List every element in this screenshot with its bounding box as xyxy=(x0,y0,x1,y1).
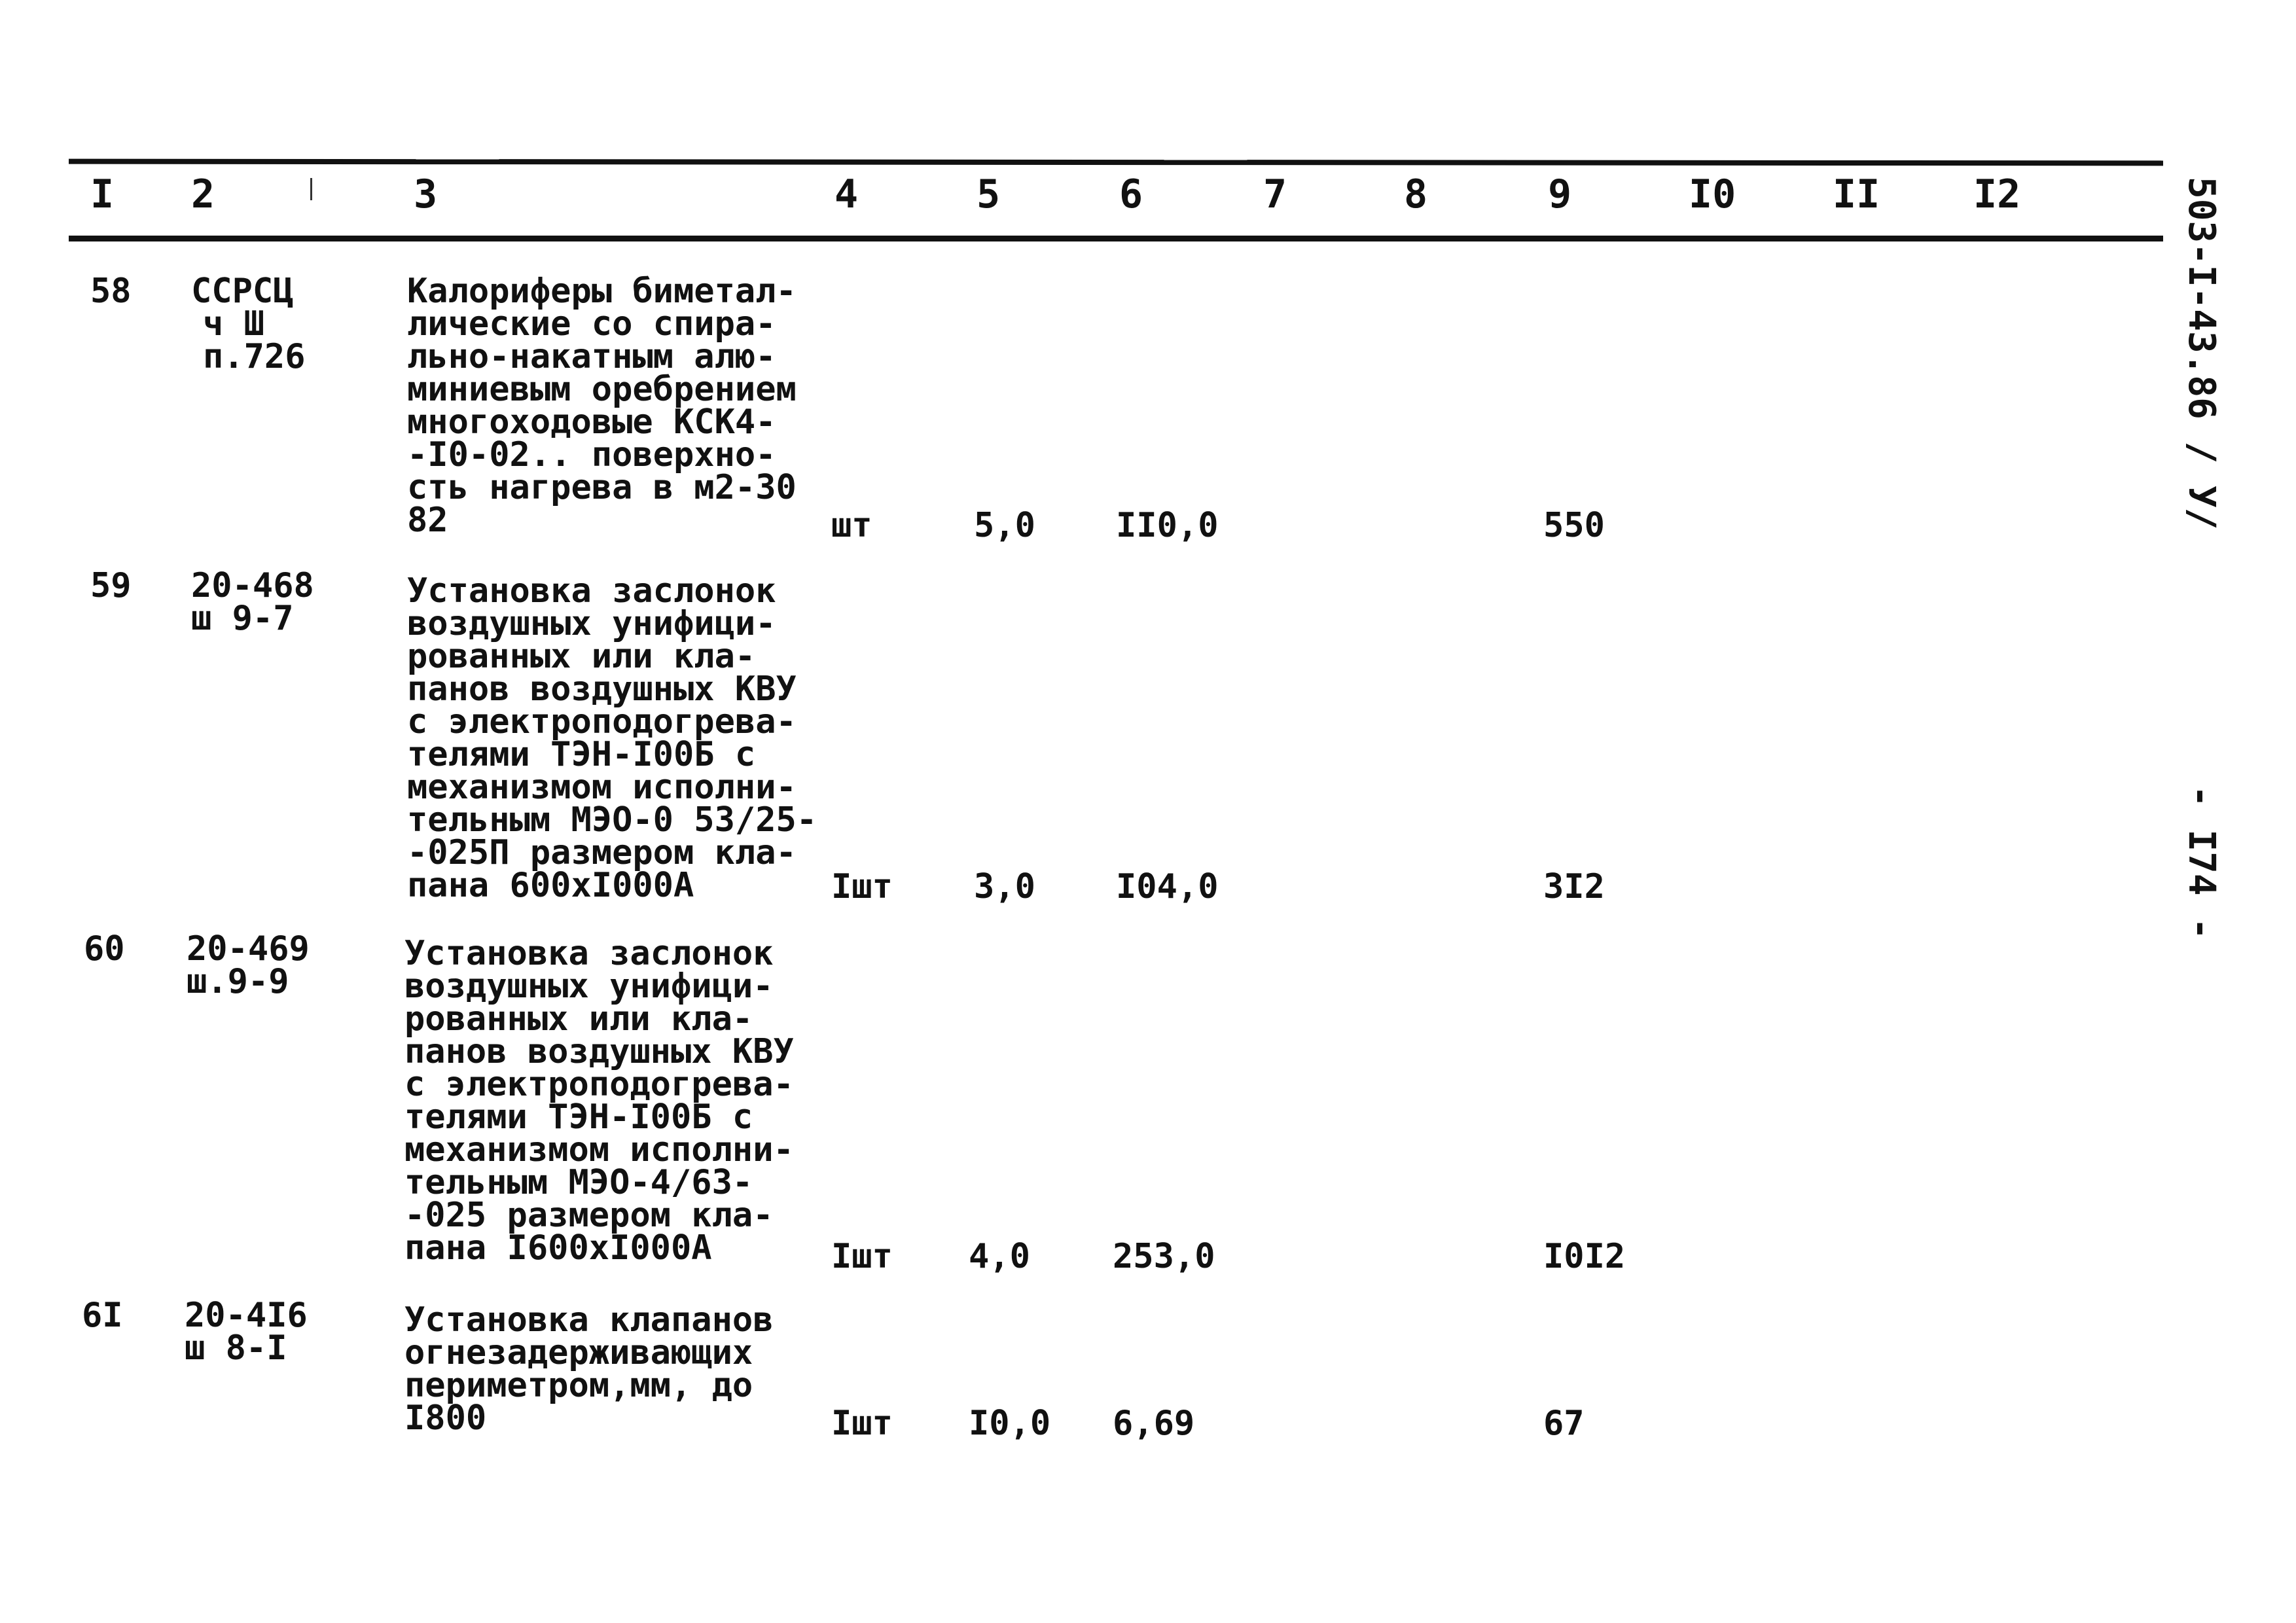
row-61-code-line: 20-4I6 xyxy=(185,1296,308,1335)
column-header-9: 9 xyxy=(1548,171,1572,217)
row-59-description xyxy=(407,571,817,905)
row-58-code-line: ч Ш xyxy=(203,304,264,344)
row-58-total: 550 xyxy=(1543,506,1605,545)
row-60-description-line: панов воздушных КВУ xyxy=(404,1032,794,1071)
row-60-description-line: Установка заслонок xyxy=(404,934,774,973)
row-60-description-line: с электроподогрева- xyxy=(404,1065,794,1104)
row-61-description-line: периметром,мм, до xyxy=(404,1366,753,1405)
row-59-code-line: 20-468 xyxy=(191,566,314,605)
row-61-code xyxy=(185,1296,308,1368)
row-59-code-line: ш 9-7 xyxy=(191,599,294,638)
row-61-description xyxy=(404,1300,810,1438)
row-59-number: 59 xyxy=(90,566,132,605)
column-header-11: II xyxy=(1833,171,1880,217)
row-59-description-line: воздушных унифици- xyxy=(407,604,776,643)
column-header-3: 3 xyxy=(414,171,438,217)
row-59-description-line: тельным МЭО-0 53/25- xyxy=(407,800,817,840)
row-59-quantity: 3,0 xyxy=(974,867,1035,906)
row-58-price: II0,0 xyxy=(1116,506,1219,545)
row-58-description-line: 82 xyxy=(407,501,448,540)
row-60-description-line: телями ТЭН-I00Б с xyxy=(404,1097,753,1137)
row-58-description-line: Калориферы биметал- xyxy=(407,272,797,311)
row-61-quantity: I0,0 xyxy=(969,1404,1051,1443)
row-60-unit: Iшт xyxy=(831,1237,893,1276)
row-59-description-line: панов воздушных КВУ xyxy=(407,669,797,709)
row-59-description-line: Установка заслонок xyxy=(407,571,776,611)
row-60-description-line: -025 размером кла- xyxy=(404,1196,774,1235)
row-59-description-line: рованных или кла- xyxy=(407,637,756,676)
row-59-total: 3I2 xyxy=(1543,867,1605,906)
page-number-text: - I74 - xyxy=(2180,785,2223,940)
column-header-6: 6 xyxy=(1119,171,1143,217)
row-58-description-line: миниевым оребрением xyxy=(407,370,797,409)
row-58-code-line: п.726 xyxy=(203,337,306,376)
row-58-description-line: многоходовые КСК4- xyxy=(407,402,776,442)
row-61-description-line: I800 xyxy=(404,1399,487,1438)
table-header-rule xyxy=(69,236,2163,241)
row-61-description-line: Установка клапанов xyxy=(404,1300,774,1340)
row-58-description xyxy=(407,272,813,540)
row-59-code xyxy=(191,566,314,638)
header-tick-mark xyxy=(310,178,312,200)
row-58-description-line: лические со спира- xyxy=(407,304,776,344)
row-58-number: 58 xyxy=(90,272,132,311)
row-60-description-line: пана I600хI000А xyxy=(404,1228,712,1268)
row-61-unit: Iшт xyxy=(831,1404,893,1443)
page-number-vertical xyxy=(2180,785,2223,942)
row-60-code-line: 20-469 xyxy=(187,929,310,969)
row-60-quantity: 4,0 xyxy=(969,1237,1030,1276)
row-60-number: 60 xyxy=(84,929,125,969)
column-header-5: 5 xyxy=(977,171,1001,217)
document-code-text: 503-I-43.86 / У/ xyxy=(2180,177,2223,530)
row-59-unit: Iшт xyxy=(831,867,893,906)
row-60-total: I0I2 xyxy=(1543,1237,1626,1276)
row-60-description-line: рованных или кла- xyxy=(404,999,753,1039)
row-59-description-line: пана 600хI000А xyxy=(407,866,694,905)
row-60-description-line: тельным МЭО-4/63- xyxy=(404,1163,753,1202)
column-header-8: 8 xyxy=(1404,171,1428,217)
row-58-code-line: ССРСЦ xyxy=(191,272,294,311)
column-header-10: I0 xyxy=(1689,171,1736,217)
column-header-12: I2 xyxy=(1973,171,2021,217)
row-61-price: 6,69 xyxy=(1113,1404,1195,1443)
row-60-code xyxy=(187,929,310,1001)
row-61-code-line: ш 8-I xyxy=(185,1329,287,1368)
row-60-description-line: воздушных унифици- xyxy=(404,967,774,1006)
row-61-description-line: огнезадерживающих xyxy=(404,1333,753,1372)
row-59-description-line: механизмом исполни- xyxy=(407,768,797,807)
row-58-quantity: 5,0 xyxy=(974,506,1035,545)
column-header-1: I xyxy=(90,171,115,217)
column-header-2: 2 xyxy=(191,171,215,217)
row-59-description-line: с электроподогрева- xyxy=(407,702,797,741)
row-60-description xyxy=(404,934,810,1268)
row-58-description-line: льно-накатным алю- xyxy=(407,337,776,376)
document-code-vertical xyxy=(2180,177,2223,530)
column-header-4: 4 xyxy=(834,171,859,217)
row-58-code xyxy=(191,272,306,376)
column-header-7: 7 xyxy=(1263,171,1287,217)
row-61-total: 67 xyxy=(1543,1404,1585,1443)
row-58-description-line: сть нагрева в м2-30 xyxy=(407,468,797,507)
row-59-price: I04,0 xyxy=(1116,867,1219,906)
row-60-description-line: механизмом исполни- xyxy=(404,1130,794,1169)
table-top-rule xyxy=(69,159,2163,166)
row-59-description-line: телями ТЭН-I00Б с xyxy=(407,735,756,774)
row-60-code-line: ш.9-9 xyxy=(187,962,289,1001)
row-60-price: 253,0 xyxy=(1113,1237,1215,1276)
row-61-number: 6I xyxy=(82,1296,123,1335)
row-58-description-line: -I0-02.. поверхно- xyxy=(407,435,776,474)
row-59-description-line: -025П размером кла- xyxy=(407,833,797,872)
row-58-unit: шт xyxy=(831,506,872,545)
